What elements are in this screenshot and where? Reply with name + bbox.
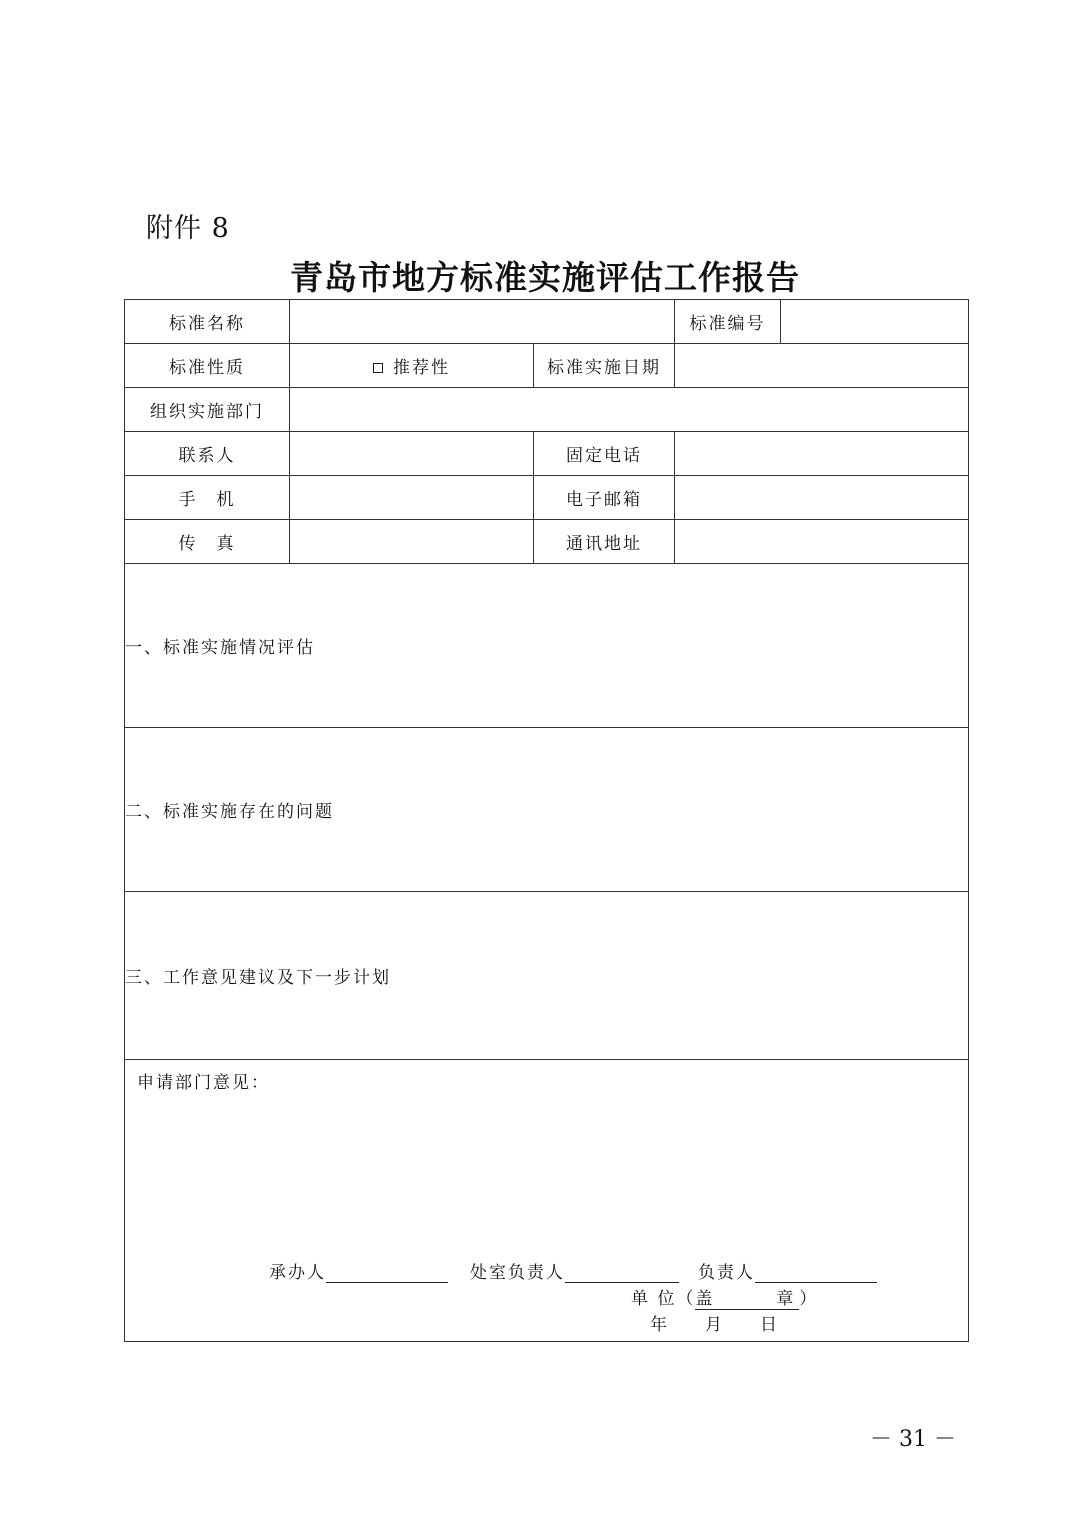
handler-label: 承办人 [269, 1263, 326, 1283]
section-heading: 三、工作意见建议及下一步计划 [125, 968, 391, 988]
landline-label: 固定电话 [534, 432, 675, 476]
implementation-date-label: 标准实施日期 [534, 344, 675, 388]
head-label: 负责人 [698, 1263, 755, 1283]
standard-name-field[interactable] [290, 300, 675, 344]
day-label: 日 [760, 1315, 779, 1335]
standard-number-field[interactable] [781, 300, 969, 344]
seal-area [695, 1284, 799, 1310]
head-signature [698, 1258, 877, 1283]
address-field[interactable] [675, 520, 969, 564]
standard-nature-field[interactable] [290, 344, 534, 388]
standard-number-label: 标准编号 [675, 300, 781, 344]
page-number: － 31 － [870, 1427, 956, 1452]
standard-name-label: 标准名称 [125, 300, 290, 344]
org-dept-label: 组织实施部门 [125, 388, 290, 432]
standard-nature-label: 标准性质 [125, 344, 290, 388]
org-dept-field[interactable] [290, 388, 969, 432]
handler-blank[interactable] [326, 1264, 448, 1283]
month-label: 月 [705, 1315, 724, 1335]
section-dept-opinion[interactable] [125, 1060, 969, 1342]
unit-seal-line [631, 1284, 818, 1310]
unit-suffix: ） [799, 1289, 819, 1309]
unit-prefix: 单 位（ [631, 1289, 696, 1309]
head-blank[interactable] [755, 1264, 877, 1283]
section-heading: 申请部门意见： [137, 1073, 270, 1093]
handler-signature [269, 1258, 448, 1283]
page-title: 青岛市地方标准实施评估工作报告 [290, 258, 800, 297]
seal-text-2: 章 [776, 1289, 796, 1309]
landline-field[interactable] [675, 432, 969, 476]
report-form [124, 299, 969, 1342]
date-line [650, 1310, 779, 1335]
email-field[interactable] [675, 476, 969, 520]
implementation-date-field[interactable] [675, 344, 969, 388]
seal-text-1: 盖 [695, 1289, 715, 1309]
mobile-field[interactable] [290, 476, 534, 520]
contact-label: 联系人 [125, 432, 290, 476]
section-implementation-assessment[interactable] [125, 564, 969, 728]
office-head-blank[interactable] [565, 1264, 679, 1283]
section-heading: 一、标准实施情况评估 [125, 638, 315, 658]
office-head-signature [470, 1258, 679, 1283]
standard-nature-option: 推荐性 [393, 358, 450, 378]
fax-label: 传 真 [125, 520, 290, 564]
checkbox-icon[interactable] [373, 363, 383, 373]
year-label: 年 [650, 1315, 669, 1335]
address-label: 通讯地址 [534, 520, 675, 564]
section-heading: 二、标准实施存在的问题 [125, 802, 334, 822]
section-suggestions-plan[interactable] [125, 892, 969, 1060]
mobile-label: 手 机 [125, 476, 290, 520]
email-label: 电子邮箱 [534, 476, 675, 520]
office-head-label: 处室负责人 [470, 1263, 565, 1283]
contact-field[interactable] [290, 432, 534, 476]
fax-field[interactable] [290, 520, 534, 564]
section-implementation-problems[interactable] [125, 728, 969, 892]
attachment-label: 附件 8 [146, 213, 230, 244]
